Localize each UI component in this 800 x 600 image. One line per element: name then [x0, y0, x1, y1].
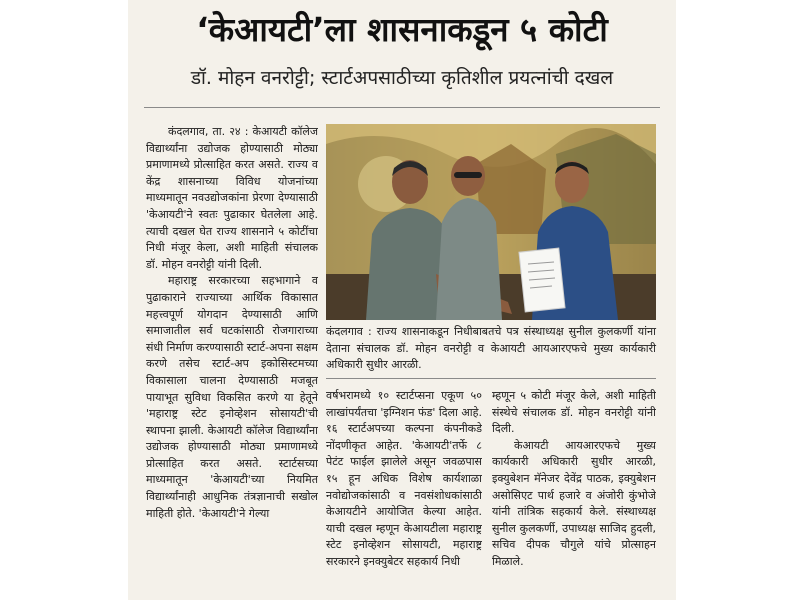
divider — [144, 107, 660, 108]
article-paragraph: वर्षभरामध्ये १० स्टार्टप्सना एकूण ५० लाखांपर्यंतचा 'इग्निशन फंड' दिला आहे. १६ स्टार्टअपच्या कल्पना कंपनीकडे नोंदणीकृत आहेत. 'केआयटी'तर्फे ८ पेटंट फाईल झालेले असून जवळपास १५ हून अधिक विशेष कार्यशाळा नवोद्योजकांसाठी व नवसंशोधकांसाठी केआयटीने आयोजित केल्या आहेत. याची दखल म्हणून केआयटीला महाराष्ट्र स्टेट इनोव्हेशन सोसायटी, महाराष्ट्र सरकारने इनक्युबेटर सहकार्य निधी — [326, 389, 482, 568]
article-paragraph: महाराष्ट्र सरकारच्या सहभागाने व पुढाकाराने राज्याच्या आर्थिक विकासात महत्त्वपूर्ण योगदान देण्यासाठी आणि समाजातील सर्व घटकांसाठी रोजगाराच्या संधी निर्माण करण्यासाठी स्टार्ट-अपना सक्षम करणे तसेच स्टार्ट-अप इकोसिस्टमच्या विकासाला चालना देण्यासाठी मजबूत पायाभूत सुविधा विकसित करणे या हेतूने 'महाराष्ट्र स्टेट इनोव्हेशन सोसायटी'ची स्थापना झाली. केआयटी कॉलेज विद्यार्थ्यांना उद्योजक होण्यासाठी मोठ्या प्रमाणामध्ये प्रोत्साहित करत असते. स्टार्टसच्या माध्यमातून 'केआयटी'च्या नियमित विद्यार्थ्यांनाही आधुनिक तंत्रज्ञानाची सखोल माहिती होते. 'केआयटी'ने गेल्या — [146, 274, 318, 520]
article-column-1 — [146, 124, 318, 600]
article-subheadline: डॉ. मोहन वनरोट्टी; स्टार्टअपसाठीच्या कृतिशील प्रयत्नांची दखल — [190, 67, 614, 89]
article-paragraph: म्हणून ५ कोटी मंजूर केले, अशी माहिती संस्थेचे संचालक डॉ. मोहन वनरोट्टी यांनी दिली. — [492, 389, 656, 436]
article-headline: ‘केआयटी’ला शासनाकडून ५ कोटी — [196, 10, 608, 49]
newspaper-clipping — [128, 0, 676, 600]
article-photo — [326, 124, 656, 320]
article-paragraph: केआयटी आयआरएफचे मुख्य कार्यकारी अधिकारी सुधीर आरळी, इक्युबेशन मॅनेजर देवेंद्र पाठक, इक्युबेशन असोसिएट पार्थ हजारे व अंजोरी कुंभोजे यांनी तांत्रिक सहकार्य केले. संस्थाध्यक्ष सुनील कुलकर्णी, उपाध्यक्ष साजिद हुदली, सचिव दीपक चौगुले यांचे प्रोत्साहन मिळाले. — [492, 438, 656, 568]
photo-caption: कंदलगाव : राज्य शासनाकडून निधीबाबतचे पत्र संस्थाध्यक्ष सुनील कुलकर्णी यांना देताना संचालक डॉ. मोहन वनरोट्टी व केआयटी आयआरएफचे मुख्य कार्यकारी अधिकारी सुधीर आरळी. — [326, 325, 656, 372]
photo-illustration — [326, 124, 656, 320]
divider — [326, 378, 656, 379]
article-column-3 — [492, 388, 656, 600]
article-column-2 — [326, 388, 482, 600]
article-paragraph: कंदलगाव, ता. २४ : केआयटी कॉलेज विद्यार्थ्यांना उद्योजक होण्यासाठी मोठ्या प्रमाणामध्ये प्रोत्साहित करत असते. राज्य व केंद्र शासनाच्या विविध योजनांच्या माध्यमातून नवउद्योजकांना प्रेरणा देण्यासाठी 'केआयटी'ने स्वतः पुढाकार घेतलेला आहे. त्याची दखल घेत राज्य शासनाने ५ कोटींचा निधी मंजूर केला, अशी माहिती संचालक डॉ. मोहन वनरोट्टी यांनी दिली. — [146, 125, 318, 271]
